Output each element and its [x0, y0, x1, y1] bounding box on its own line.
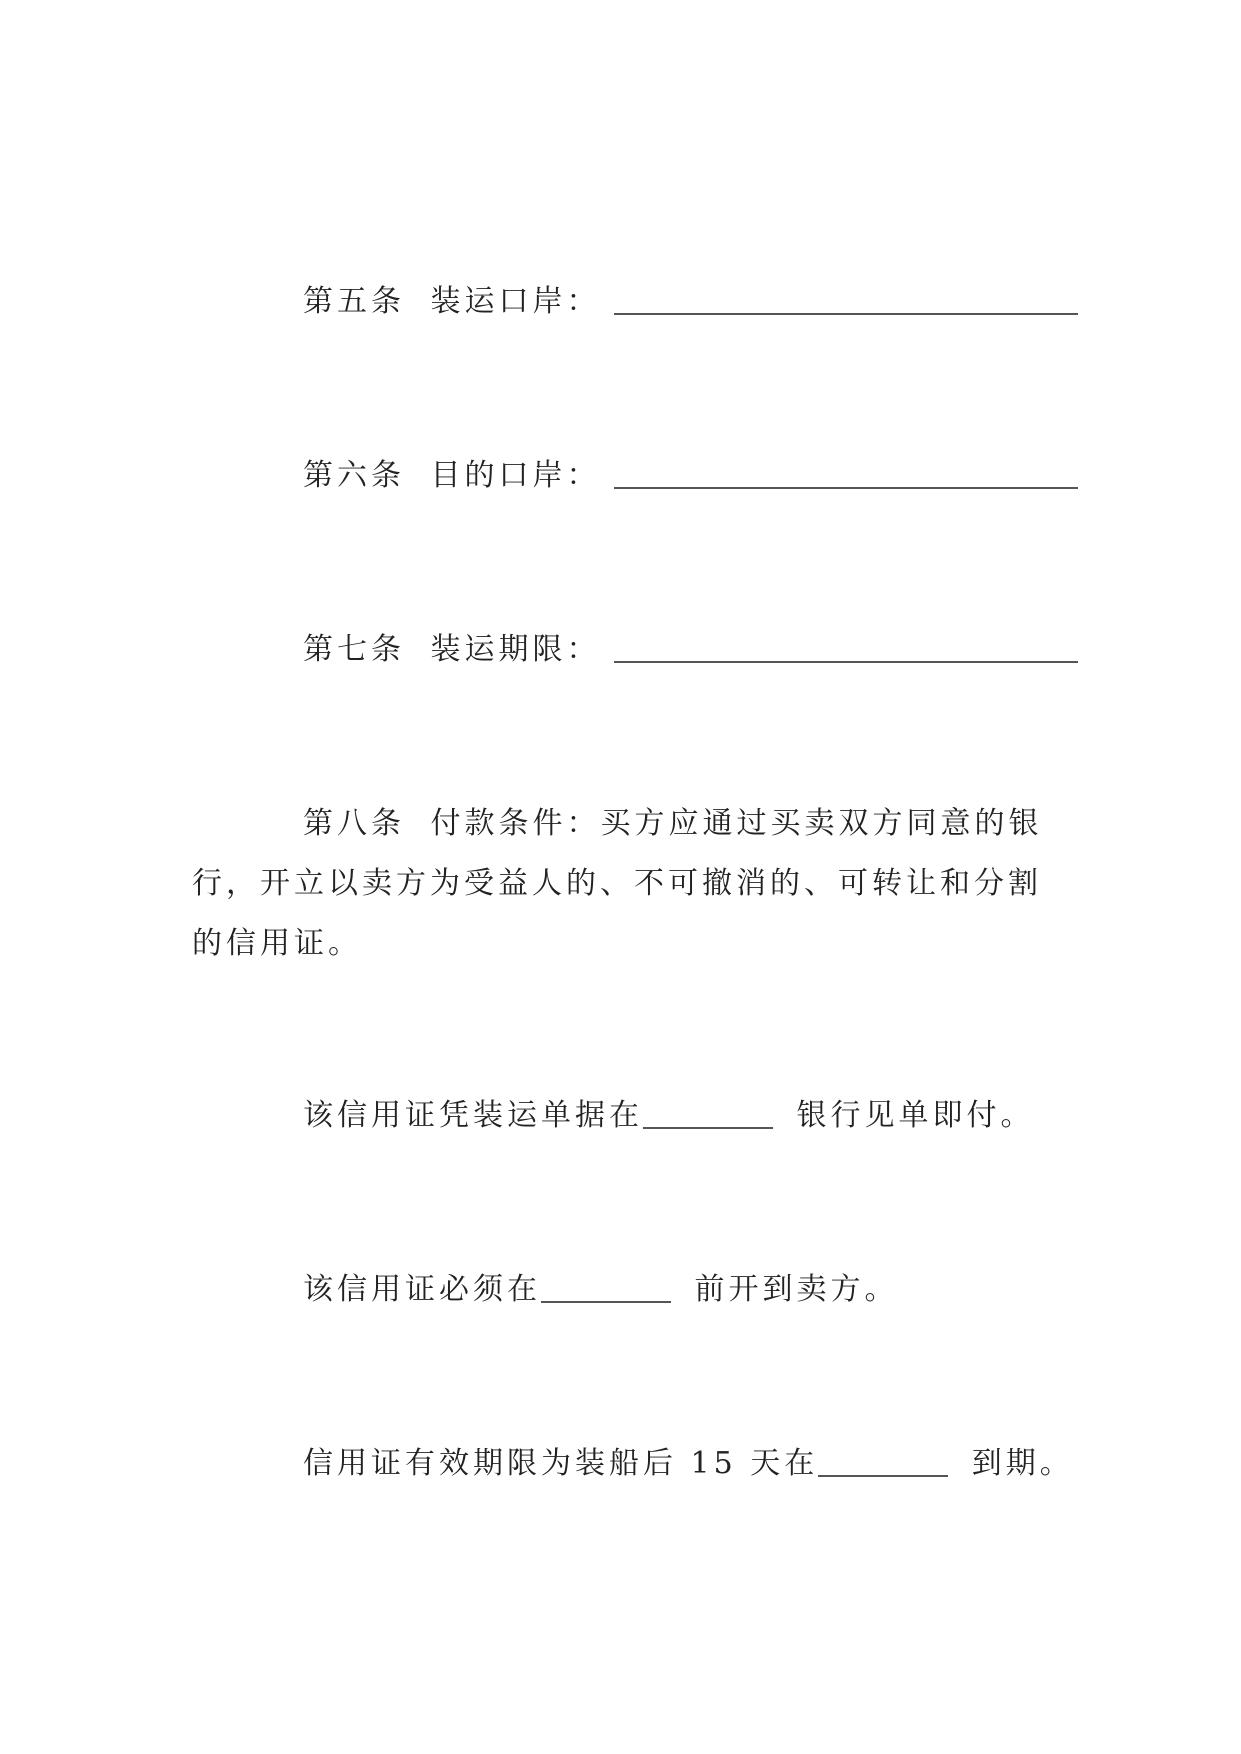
clause-number: 第五条 — [303, 284, 405, 319]
lc-opening-line — [303, 1273, 899, 1305]
line-text: 前开到卖方。 — [694, 1272, 899, 1307]
clause-number: 第六条 — [303, 458, 405, 493]
line-text: 到期。 — [971, 1446, 1074, 1481]
clause-number: 第八条 — [303, 806, 405, 841]
line-text: 该信用证凭装运单据在 — [303, 1098, 643, 1133]
clause-label: 装运期限： — [430, 632, 601, 667]
lc-payment-line — [303, 1099, 1035, 1131]
clause-text: 付款条件：买方应通过买卖双方同意的银行，开立以卖方为受益人的、不可撤消的、可转让和分割的信用证。 — [192, 806, 1043, 961]
destination-port-blank[interactable] — [614, 459, 1078, 489]
bank-blank[interactable] — [643, 1099, 773, 1129]
loading-port-blank[interactable] — [614, 285, 1078, 315]
clause-payment-terms — [192, 794, 1052, 974]
expiry-place-blank[interactable] — [818, 1447, 948, 1477]
clause-number: 第七条 — [303, 632, 405, 667]
clause-loading-port — [303, 285, 1078, 317]
clause-shipment-period — [303, 633, 1078, 665]
date-blank[interactable] — [541, 1273, 671, 1303]
clause-label: 装运口岸： — [430, 284, 601, 319]
line-text: 信用证有效期限为装船后 15 天在 — [303, 1446, 819, 1481]
clause-label: 目的口岸： — [430, 458, 601, 493]
line-text: 银行见单即付。 — [796, 1098, 1035, 1133]
lc-validity-line — [303, 1447, 1074, 1479]
shipment-period-blank[interactable] — [614, 633, 1078, 663]
clause-destination-port — [303, 459, 1078, 491]
line-text: 该信用证必须在 — [303, 1272, 541, 1307]
